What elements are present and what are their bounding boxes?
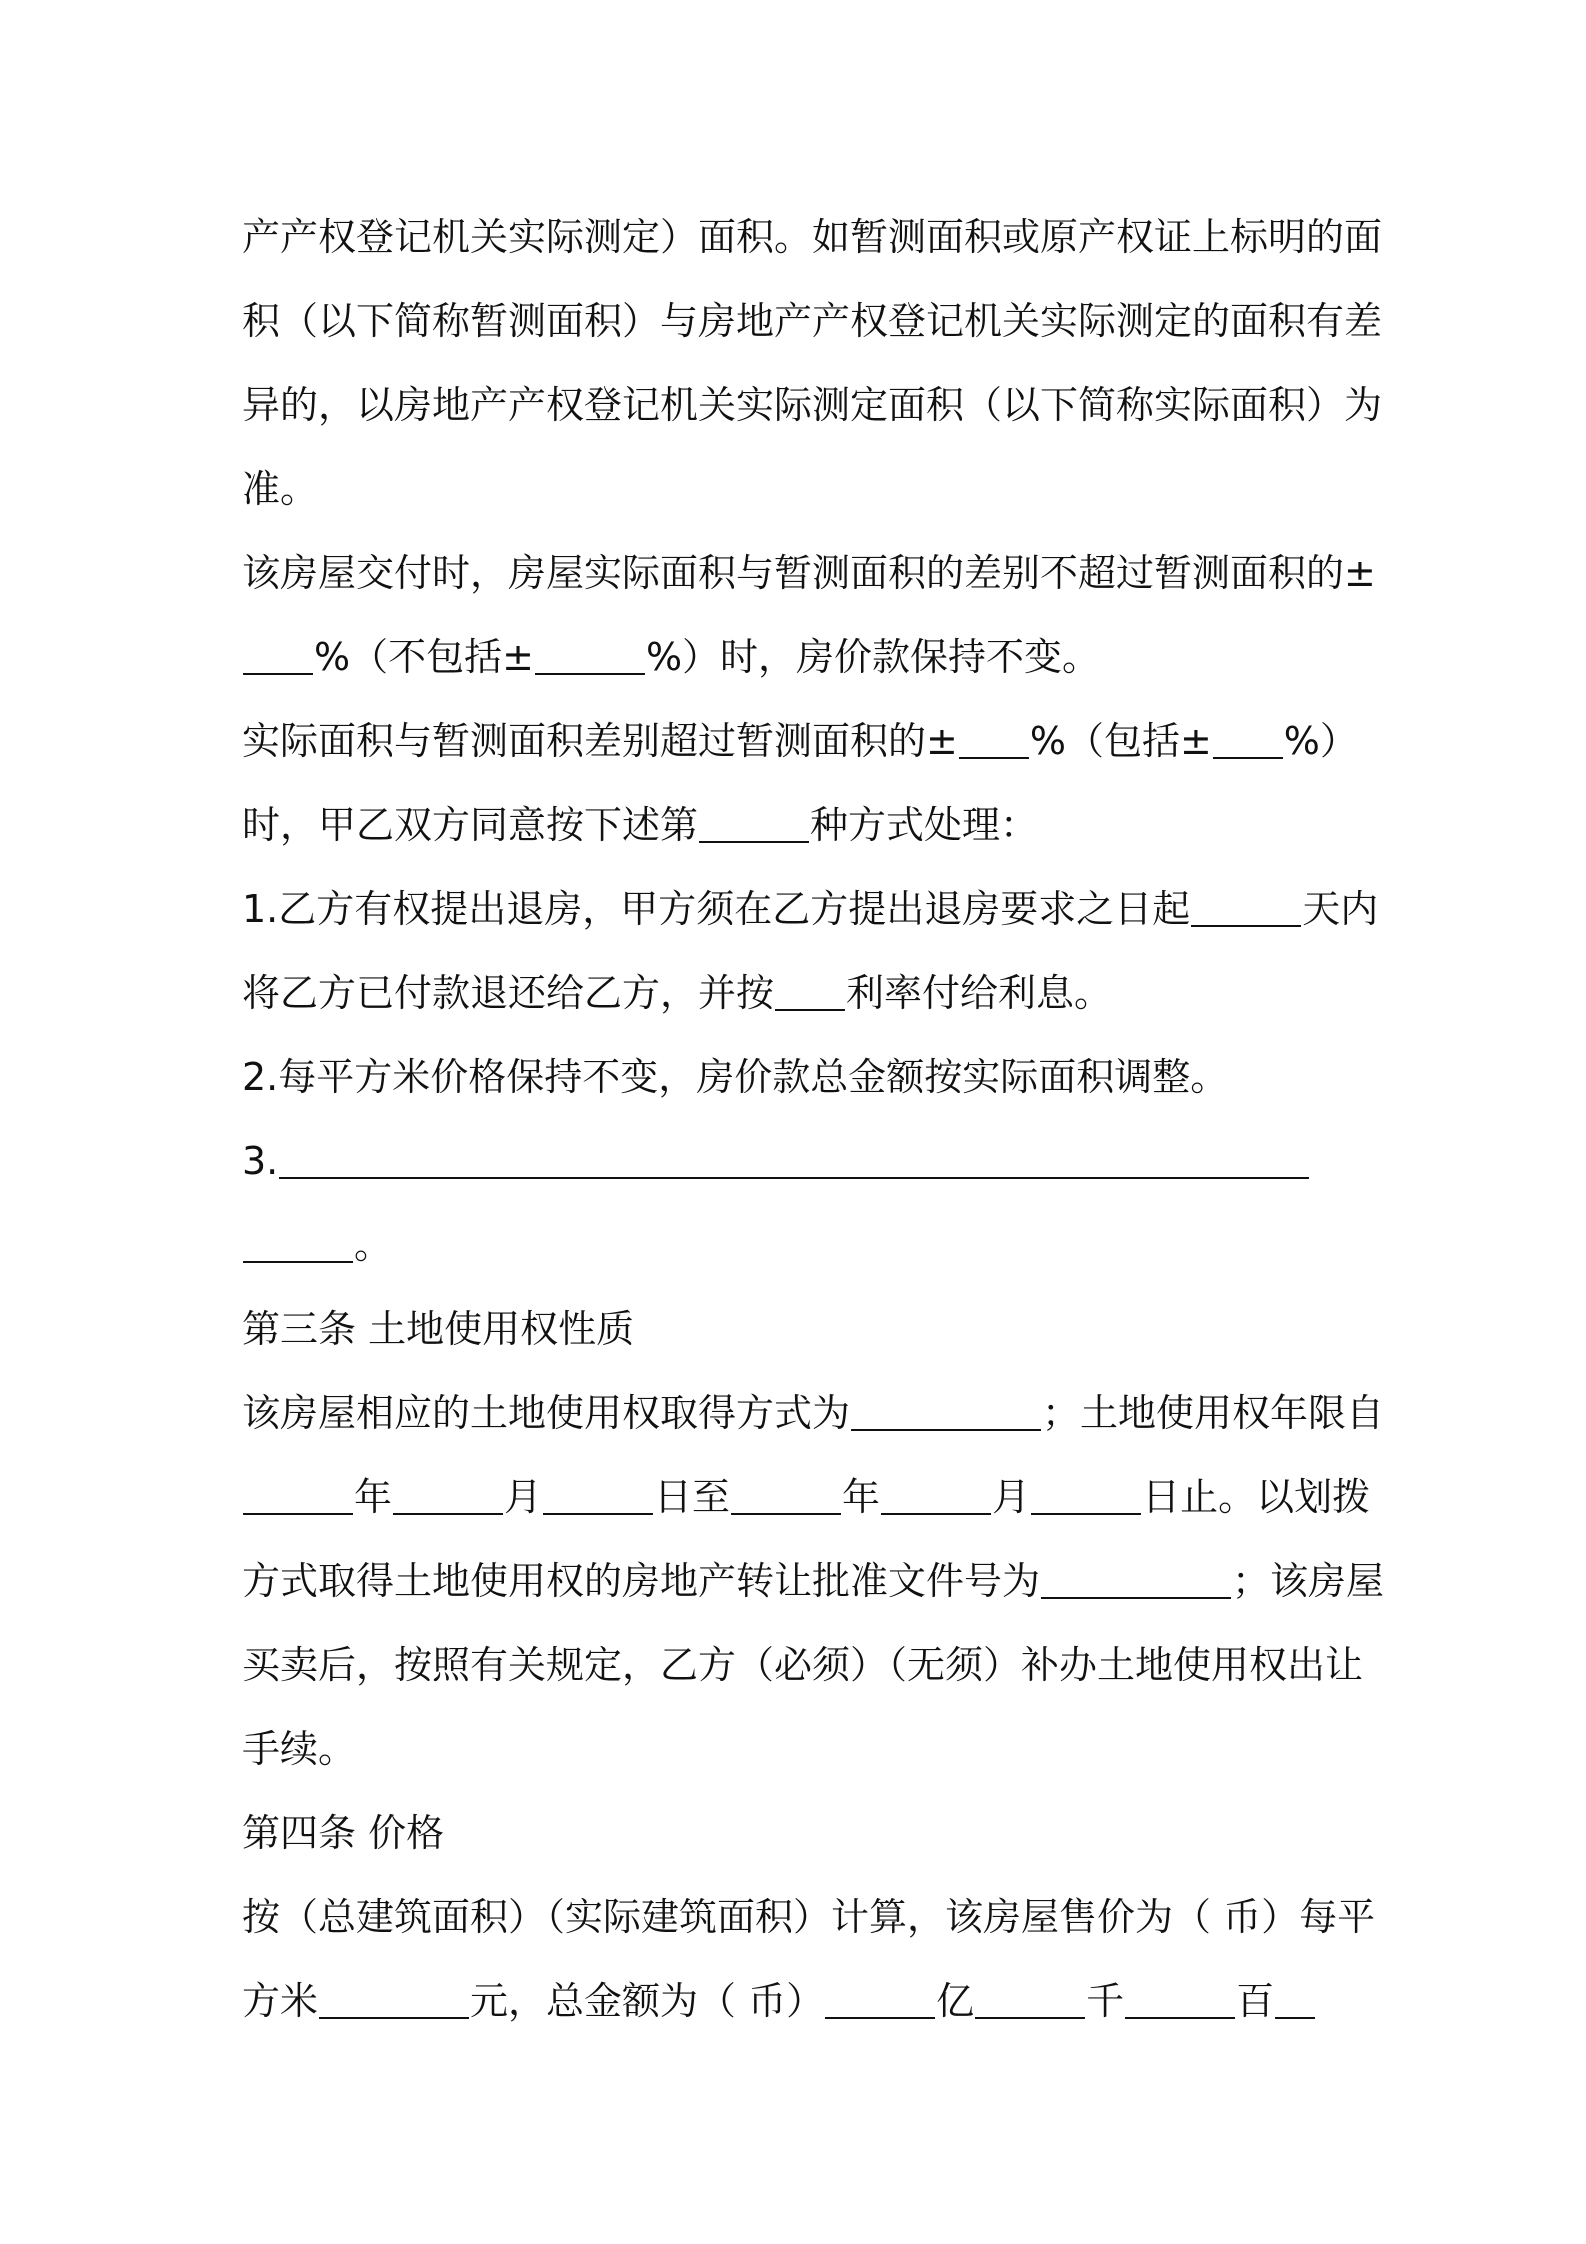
- section-heading: [242, 1287, 1354, 1371]
- text: 1.乙方有权提出退房，甲方须在乙方提出退房要求之日起: [242, 887, 1191, 931]
- fill-blank[interactable]: [535, 638, 645, 674]
- text-line: [242, 279, 1383, 363]
- text-line: [242, 1371, 1385, 1455]
- text: %（不包括±: [314, 635, 534, 679]
- text: 。: [354, 1223, 393, 1267]
- text-line: [242, 951, 1354, 1035]
- contract-text: [242, 195, 1385, 2043]
- text: 该房屋交付时，房屋实际面积与暂测面积的差别不超过暂测面积的±: [242, 551, 1376, 595]
- text-line: [242, 1203, 1354, 1287]
- text: 月: [992, 1475, 1031, 1519]
- fill-blank[interactable]: [975, 1982, 1085, 2018]
- text: %）时，房价款保持不变。: [645, 635, 1101, 679]
- text: 年: [354, 1475, 393, 1519]
- fill-blank[interactable]: [851, 1394, 1041, 1430]
- fill-blank[interactable]: [881, 1478, 991, 1514]
- fill-blank[interactable]: [1275, 1982, 1315, 2018]
- fill-blank[interactable]: [731, 1478, 841, 1514]
- text-line: [242, 783, 1354, 867]
- text: 买卖后，按照有关规定，乙方（必须）（无须）补办土地使用权出让: [242, 1643, 1364, 1687]
- text: 准。: [242, 467, 319, 511]
- text: 该房屋相应的土地使用权取得方式为: [242, 1391, 851, 1435]
- text: 3.: [242, 1139, 279, 1183]
- text-line: [242, 1623, 1364, 1707]
- text: ；土地使用权年限自: [1042, 1391, 1385, 1435]
- text-line: [242, 1707, 1354, 1791]
- text: 千: [1086, 1979, 1125, 2023]
- fill-blank[interactable]: [243, 1226, 353, 1262]
- text: ；该房屋: [1232, 1559, 1385, 1603]
- fill-blank[interactable]: [775, 974, 845, 1010]
- text: 第四条 价格: [242, 1811, 445, 1855]
- text-line: [242, 1539, 1385, 1623]
- text: 元，总金额为（ 币）: [470, 1979, 825, 2023]
- text: 异的，以房地产产权登记机关实际测定面积（以下简称实际面积）为: [242, 383, 1383, 427]
- text-line: [242, 699, 1358, 783]
- text-line: [242, 867, 1379, 951]
- fill-blank[interactable]: [319, 1982, 469, 2018]
- text: 亿: [936, 1979, 975, 2023]
- fill-blank[interactable]: [1213, 722, 1283, 758]
- text: 日至: [654, 1475, 731, 1519]
- fill-blank[interactable]: [393, 1478, 503, 1514]
- text-line: [242, 363, 1383, 447]
- text: 按（总建筑面积）（实际建筑面积）计算，该房屋售价为（ 币）每平: [242, 1895, 1376, 1939]
- text: 天内: [1302, 887, 1379, 931]
- text: 2.每平方米价格保持不变，房价款总金额按实际面积调整。: [242, 1055, 1229, 1099]
- text-line: [242, 531, 1376, 615]
- text-line: [242, 447, 1354, 531]
- text: 日止。以划拨: [1142, 1475, 1371, 1519]
- text-line: [242, 1875, 1376, 1959]
- text: %（包括±: [1029, 719, 1212, 763]
- fill-blank[interactable]: [1191, 890, 1301, 926]
- text-line: [242, 615, 1354, 699]
- text-line: [242, 1119, 1354, 1203]
- text: 方米: [242, 1979, 319, 2023]
- fill-blank[interactable]: [1125, 1982, 1235, 2018]
- text: 利率付给利息。: [846, 971, 1113, 1015]
- text: 手续。: [242, 1727, 357, 1771]
- fill-blank[interactable]: [959, 722, 1029, 758]
- text: 时，甲乙双方同意按下述第: [242, 803, 699, 847]
- fill-blank[interactable]: [699, 806, 809, 842]
- text: 种方式处理：: [810, 803, 1039, 847]
- text-line: [242, 1455, 1371, 1539]
- text: 第三条 土地使用权性质: [242, 1307, 635, 1351]
- fill-blank[interactable]: [243, 638, 313, 674]
- text: 月: [504, 1475, 543, 1519]
- text-line: [242, 195, 1383, 279]
- text: 年: [842, 1475, 881, 1519]
- fill-blank[interactable]: [1041, 1562, 1231, 1598]
- text: 产产权登记机关实际测定）面积。如暂测面积或原产权证上标明的面: [242, 215, 1383, 259]
- text: 实际面积与暂测面积差别超过暂测面积的±: [242, 719, 958, 763]
- fill-blank[interactable]: [243, 1478, 353, 1514]
- text-line: [242, 1035, 1354, 1119]
- text: 方式取得土地使用权的房地产转让批准文件号为: [242, 1559, 1041, 1603]
- text: 百: [1236, 1979, 1275, 2023]
- fill-blank[interactable]: [1031, 1478, 1141, 1514]
- fill-blank[interactable]: [279, 1142, 1309, 1178]
- section-heading: [242, 1791, 1354, 1875]
- fill-blank[interactable]: [543, 1478, 653, 1514]
- text: 积（以下简称暂测面积）与房地产产权登记机关实际测定的面积有差: [242, 299, 1383, 343]
- text: 将乙方已付款退还给乙方，并按: [242, 971, 775, 1015]
- text: %）: [1283, 719, 1358, 763]
- fill-blank[interactable]: [825, 1982, 935, 2018]
- text-line: [242, 1959, 1354, 2043]
